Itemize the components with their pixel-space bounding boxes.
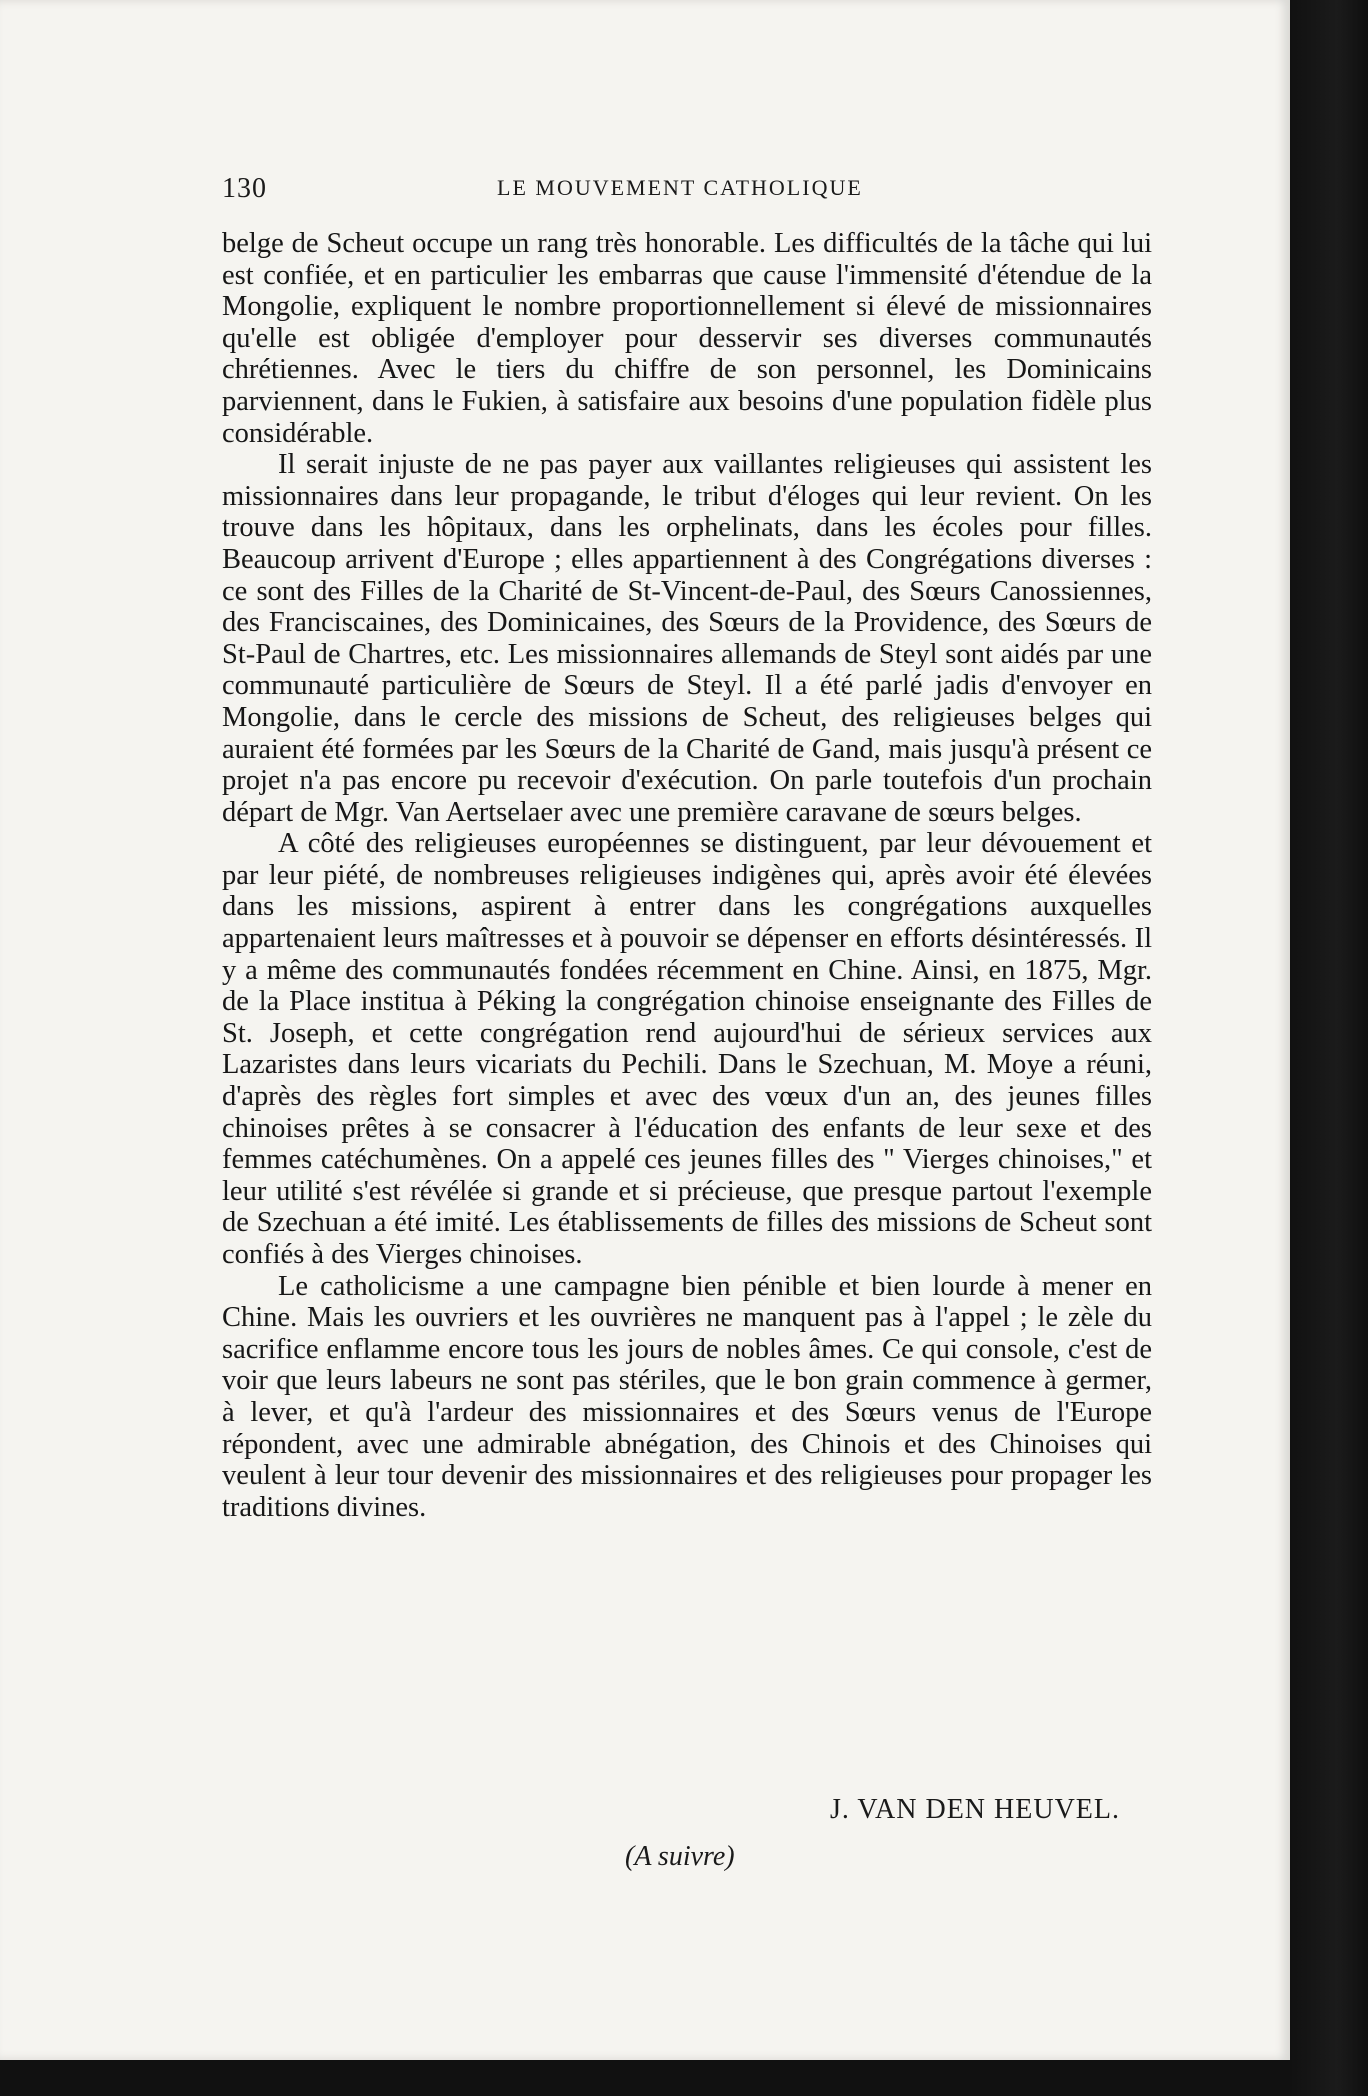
article-body bbox=[222, 228, 1152, 1523]
scan-margin-bottom bbox=[0, 2060, 1290, 2096]
paragraph-1: belge de Scheut occupe un rang très honorable. Les difficultés de la tâche qui lui est confiée, et en particulier les embarras que cause l'immensité d'étendue de la Mongolie, expliquent le nombre proportionnellement si élevé de missionnaires qu'elle est obligée d'employer pour desservir ses diverses communautés chrétiennes. Avec le tiers du chiffre de son personnel, les Dominicains parviennent, dans le Fukien, à satisfaire aux besoins d'une population fidèle plus considérable. bbox=[222, 228, 1152, 449]
paragraph-2: Il serait injuste de ne pas payer aux vaillantes religieuses qui assistent les missionnaires dans leur propagande, le tribut d'éloges qui leur revient. On les trouve dans les hôpitaux, dans les orphelinats, dans les écoles pour filles. Beaucoup arrivent d'Europe ; elles appartiennent à des Congrégations diverses : ce sont des Filles de la Charité de St-Vincent-de-Paul, des Sœurs Canossiennes, des Franciscaines, des Dominicaines, des Sœurs de la Providence, des Sœurs de St-Paul de Chartres, etc. Les missionnaires allemands de Steyl sont aidés par une communauté particulière de Sœurs de Steyl. Il a été parlé jadis d'envoyer en Mongolie, dans le cercle des missions de Scheut, des religieuses belges qui auraient été formées par les Sœurs de la Charité de Gand, mais jusqu'à présent ce projet n'a pas encore pu recevoir d'exécution. On parle toutefois d'un prochain départ de Mgr. Van Aertselaer avec une première caravane de sœurs belges. bbox=[222, 449, 1152, 828]
continued-note: (A suivre) bbox=[625, 1841, 735, 1872]
running-head: LE MOUVEMENT CATHOLIQUE bbox=[497, 175, 863, 200]
page-header bbox=[222, 173, 1152, 203]
page-number: 130 bbox=[222, 173, 267, 204]
paragraph-4: Le catholicisme a une campagne bien pénible et bien lourde à mener en Chine. Mais les ouvriers et les ouvrières ne manquent pas à l'appel ; le zèle du sacrifice enflamme encore tous les jours de nobles âmes. Ce qui console, c'est de voir que leurs labeurs ne sont pas stériles, que le bon grain commence à germer, à lever, et qu'à l'ardeur des missionnaires et des Sœurs venus de l'Europe répondent, avec une admirable abnégation, des Chinois et des Chinoises qui veulent à leur tour devenir des missionnaires et des religieuses pour propager les traditions divines. bbox=[222, 1270, 1152, 1523]
author-signature: J. VAN DEN HEUVEL. bbox=[830, 1794, 1120, 1825]
paragraph-3: A côté des religieuses européennes se distinguent, par leur dévouement et par leur piété, de nombreuses religieuses indigènes qui, après avoir été élevées dans les missions, aspirent à entrer dans les congrégations auxquelles appartenaient leurs maîtresses et à pouvoir se dépenser en efforts désintéressés. Il y a même des communautés fondées récemment en Chine. Ainsi, en 1875, Mgr. de la Place institua à Péking la congrégation chinoise enseignante des Filles de St. Joseph, et cette congrégation rend aujourd'hui de sérieux services aux Lazaristes dans leurs vicariats du Pechili. Dans le Szechuan, M. Moye a réuni, d'après des règles fort simples et avec des vœux d'un an, des jeunes filles chinoises prêtes à se consacrer à l'éducation des enfants de leur sexe et des femmes catéchumènes. On a appelé ces jeunes filles des " Vierges chinoises," et leur utilité s'est révélée si grande et si précieuse, que presque partout l'exemple de Szechuan a été imité. Les établissements de filles des missions de Scheut sont confiés à des Vierges chinoises. bbox=[222, 828, 1152, 1270]
scan-margin-right bbox=[1290, 0, 1368, 2096]
